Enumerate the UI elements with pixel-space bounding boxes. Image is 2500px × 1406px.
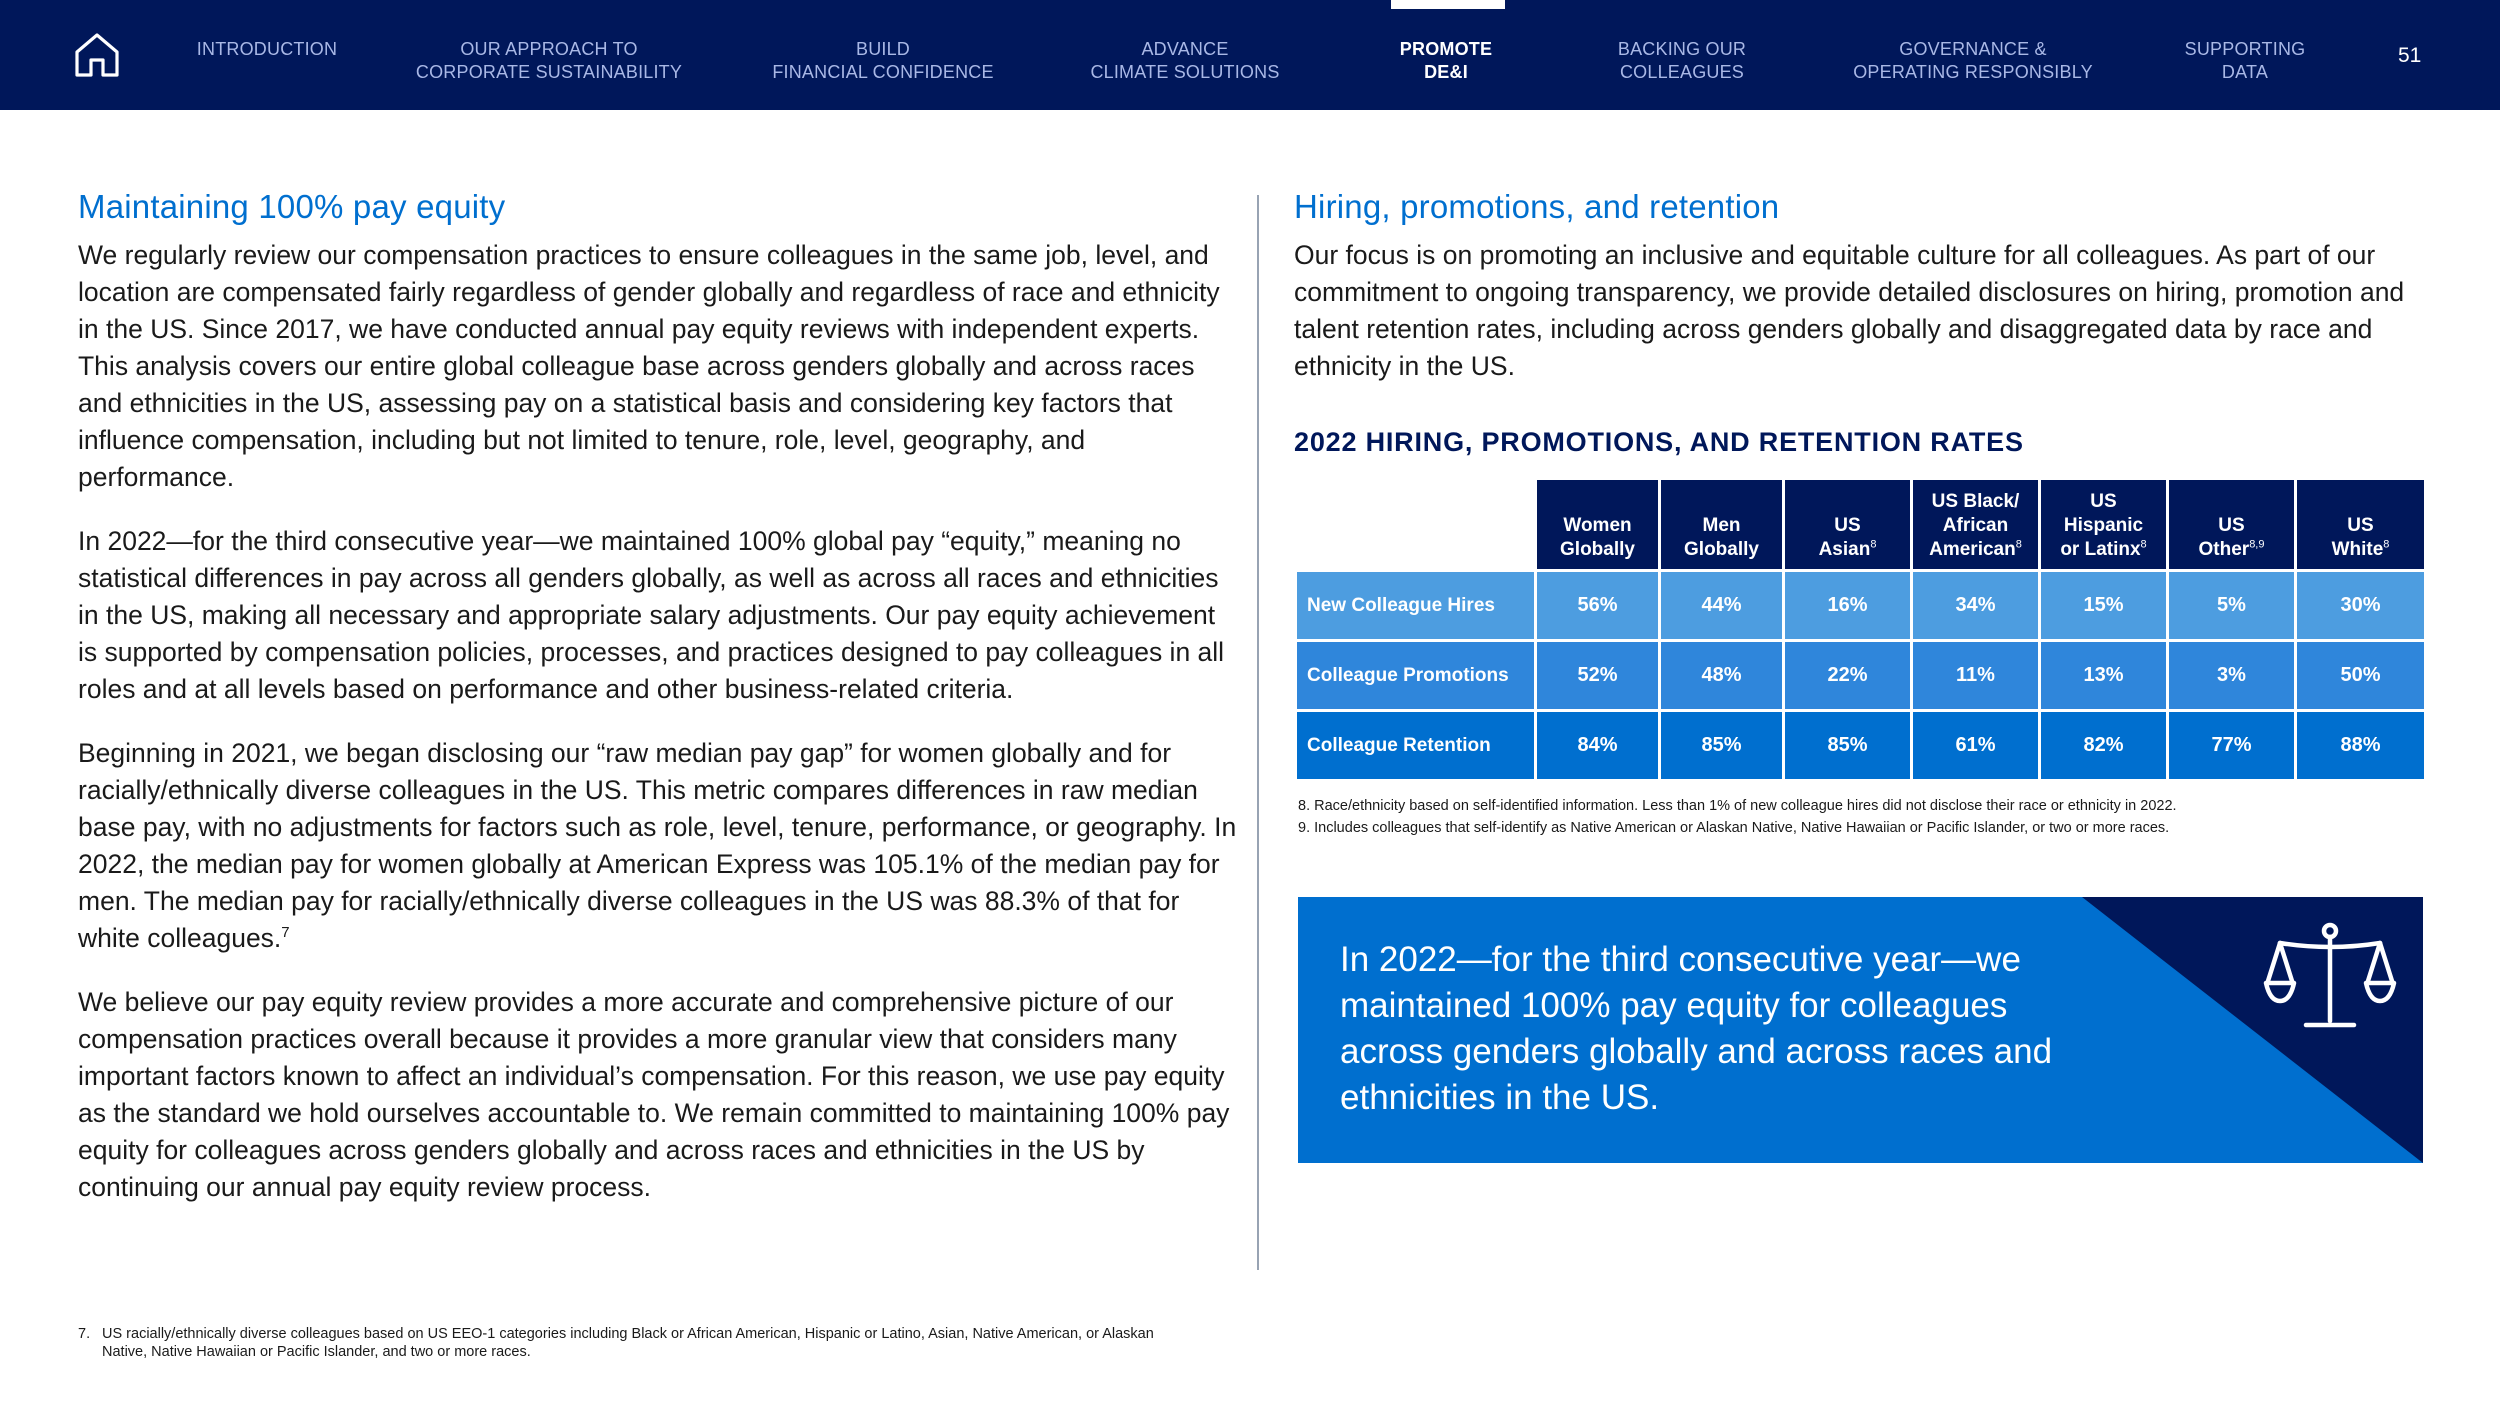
table-cell: 56% — [1536, 571, 1660, 641]
nav-label-line1: GOVERNANCE & — [1899, 39, 2047, 59]
col-header-us-hispanic-latinx: US Hispanic or Latinx$^8$ — [2040, 479, 2168, 571]
table-cell: 48% — [1660, 641, 1784, 711]
nav-label-line2: FINANCIAL CONFIDENCE — [772, 62, 994, 82]
paragraph-3-text: Beginning in 2021, we began disclosing our “raw median pay gap” for women globally and for racially/ethnically diverse colleagues in the US. This metric compares differences in raw median base pay, with no adjustments for factors such as role, level, tenure, performance, or geography. In 2022, the median pay for women globally at American Express was 105.1% of the median pay for men. The median pay for racially/ethnically diverse colleagues in the US was 88.3% of that for white colleagues. — [78, 738, 1237, 953]
table-cell: 85% — [1660, 711, 1784, 781]
table-cell: 3% — [2168, 641, 2296, 711]
col-header-us-white: US White$^8$ — [2296, 479, 2426, 571]
paragraph-3 — [78, 735, 1238, 957]
table-title: 2022 HIRING, PROMOTIONS, AND RETENTION RATES — [1294, 427, 2024, 457]
footnote-8: 8. Race/ethnicity based on self-identified information. Less than 1% of new colleague hires did not disclose their race or ethnicity in 2022. — [1298, 798, 2177, 814]
row-label: Colleague Retention — [1296, 711, 1536, 781]
nav-label-line1: SUPPORTING — [2184, 39, 2306, 59]
col-header-men-globally: Men Globally — [1660, 479, 1784, 571]
table-cell: 50% — [2296, 641, 2426, 711]
row-label: New Colleague Hires — [1296, 571, 1536, 641]
table-cell: 11% — [1912, 641, 2040, 711]
pay-equity-heading: Maintaining 100% pay equity — [78, 188, 506, 225]
table-cell: 13% — [2040, 641, 2168, 711]
col-header-us-other: US Other$^{8,9}$ — [2168, 479, 2296, 571]
table-cell: 30% — [2296, 571, 2426, 641]
table-cell: 85% — [1784, 711, 1912, 781]
table-cell: 61% — [1912, 711, 2040, 781]
table-cell: 44% — [1660, 571, 1784, 641]
footnote-9: 9. Includes colleagues that self-identify as Native American or Alaskan Native, Native Hawaiian or Pacific Islander, or two or more races. — [1298, 820, 2170, 836]
nav-label-line2: COLLEAGUES — [1619, 62, 1745, 82]
table-cell: 5% — [2168, 571, 2296, 641]
footnote-text: US racially/ethnically diverse colleagues based on US EEO-1 categories including Black or African American, Hispanic or Latino, Asian, Native American, or Alaskan Native, Native Hawaiian or Pacific Islander, and two or more races. — [102, 1326, 1154, 1360]
nav-introduction[interactable] — [197, 38, 337, 61]
nav-label-line1: PROMOTE — [1399, 39, 1493, 59]
table-cell: 82% — [2040, 711, 2168, 781]
table-cell: 34% — [1912, 571, 2040, 641]
paragraph-4: We believe our pay equity review provides a more accurate and comprehensive picture of our compensation practices overall because it provides a more granular view that considers many important factors known to affect an individual’s compensation. For this reason, we use pay equity as the standard we hold ourselves accountable to. We remain committed to maintaining 100% pay equity for colleagues across genders globally and across races and ethnicities in the US by continuing our annual pay equity review process. — [78, 987, 1230, 1202]
nav-label: INTRODUCTION — [196, 39, 338, 59]
callout-text: In 2022—for the third consecutive year—we maintained 100% pay equity for colleagues across genders globally and across races and ethnicities in the US. — [1340, 940, 2053, 1117]
table-header-row — [1296, 479, 2426, 571]
paragraph-2: In 2022—for the third consecutive year—we maintained 100% global pay “equity,” meaning no statistical differences in pay across all genders globally, as well as across all races and ethnicities in the US, making all necessary and appropriate salary adjustments. Our pay equity achievement is supported by compensation policies, processes, and practices designed to pay colleagues in all roles and at all levels based on performance and other business-related criteria. — [78, 526, 1225, 704]
nav-label-line1: ADVANCE — [1141, 39, 1229, 59]
table-cell: 84% — [1536, 711, 1660, 781]
paragraph-1: We regularly review our compensation practices to ensure colleagues in the same job, level, and location are compensated fairly regardless of gender globally and regardless of race and ethnicity in the US. Since 2017, we have conducted annual pay equity reviews with independent experts. This analysis covers our entire global colleague base across genders globally and across races and ethnicities in the US, assessing pay on a statistical basis and considering key factors that influence compensation, including but not limited to tenure, role, level, geography, and performance. — [78, 240, 1220, 492]
column-divider — [1257, 195, 1259, 1270]
nav-label-line1: BACKING OUR — [1617, 39, 1747, 59]
footnote-7 — [78, 1325, 1178, 1361]
nav-label-line2: OPERATING RESPONSIBLY — [1853, 62, 2093, 82]
footnote-number: 7. — [78, 1326, 91, 1342]
hiring-heading: Hiring, promotions, and retention — [1294, 188, 1780, 225]
pay-equity-callout — [1298, 897, 2423, 1163]
table-cell: 88% — [2296, 711, 2426, 781]
table-cell: 22% — [1784, 641, 1912, 711]
active-tab-indicator — [1391, 0, 1505, 9]
nav-label-line2: CLIMATE SOLUTIONS — [1090, 62, 1280, 82]
pay-equity-body — [78, 237, 1238, 1233]
col-header-us-asian: US Asian$^8$ — [1784, 479, 1912, 571]
col-header-women-globally: Women Globally — [1536, 479, 1660, 571]
table-cell: 52% — [1536, 641, 1660, 711]
nav-build-financial-confidence[interactable] — [772, 38, 993, 84]
table-cell: 15% — [2040, 571, 2168, 641]
nav-governance[interactable] — [1853, 38, 2093, 84]
table-row-colleague-promotions — [1296, 641, 2426, 711]
nav-supporting-data[interactable] — [2185, 38, 2306, 84]
nav-our-approach[interactable] — [416, 38, 682, 84]
table-corner-cell — [1296, 479, 1536, 571]
nav-label-line1: BUILD — [855, 39, 911, 59]
hiring-intro: Our focus is on promoting an inclusive and equitable culture for all colleagues. As part of our commitment to ongoing transparency, we provide detailed disclosures on hiring, promotion and talent retention rates, including across genders globally and disaggregated data by race and ethnicity in the US. — [1294, 240, 2405, 381]
nav-label-line2: CORPORATE SUSTAINABILITY — [415, 62, 683, 82]
col-header-us-black-african-american: US Black/ African American$^8$ — [1912, 479, 2040, 571]
page-number: 51 — [2398, 44, 2422, 67]
table-row-colleague-retention — [1296, 711, 2426, 781]
nav-advance-climate-solutions[interactable] — [1090, 38, 1279, 84]
nav-label-line2: DATA — [2221, 62, 2269, 82]
table-row-new-colleague-hires — [1296, 571, 2426, 641]
footnote-ref-7[interactable]: 7 — [281, 924, 290, 942]
row-label: Colleague Promotions — [1296, 641, 1536, 711]
nav-promote-dei[interactable] — [1400, 38, 1492, 84]
home-icon[interactable] — [70, 30, 124, 80]
nav-label-line1: OUR APPROACH TO — [460, 39, 638, 59]
rates-table — [1294, 477, 2427, 782]
table-cell: 16% — [1784, 571, 1912, 641]
nav-label-line2: DE&I — [1424, 62, 1468, 82]
top-navigation-bar — [0, 0, 2500, 110]
table-cell: 77% — [2168, 711, 2296, 781]
scales-icon — [2260, 909, 2400, 1049]
table-footnotes — [1298, 795, 2448, 839]
nav-backing-our-colleagues[interactable] — [1618, 38, 1746, 84]
